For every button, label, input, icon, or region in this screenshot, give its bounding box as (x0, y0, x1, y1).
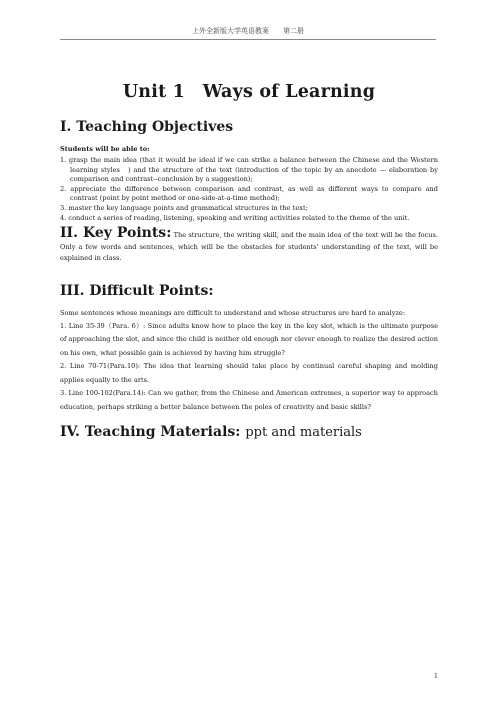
page-header: 上外全新版大学英语教案 第二册 (60, 26, 436, 40)
objectives-list (60, 156, 438, 223)
page-number: 1 (433, 672, 438, 680)
difficult-points-heading: III. Difficult Points: (60, 282, 214, 299)
document-body (60, 78, 438, 440)
key-points-text: The structure, the writing skill, and the main idea of the text will be the focus. Only a few words and sentences, which will be the obstacles for students' understanding of the text, will be explained in class. (60, 231, 439, 263)
objectives-heading: I. Teaching Objectives (60, 119, 234, 135)
difficult-points-intro: Some sentences whose meanings are difficult to understand and whose structures are hard to analyze: (60, 308, 406, 317)
difficult-point-item: 1. Line 35-39（Para. 6）: Since adults know how to place the key in the key slot, which is the ultimate purpose of approaching the slot, and since the child is neither old enough nor clever enough to realize the desired action on his own, what possible gain is achieved by having him struggle? (60, 322, 438, 357)
materials-heading: IV. Teaching Materials: (60, 423, 241, 440)
objective-item: 4. conduct a series of reading, listening, speaking and writing activities related to the theme of the unit. (60, 213, 410, 222)
key-points-paragraph (60, 225, 439, 265)
difficult-point-item: 2. Line 70-71(Para.10): The idea that learning should take place by continual careful shaping and molding applies equally to the arts. (60, 362, 438, 384)
difficult-point-item: 3. Line 100-102(Para.14): Can we gather, from the Chinese and American extremes, a superior way to approach education, perhaps striking a better balance between the poles of creativity and basic skills? (60, 389, 438, 411)
unit-title: Unit 1 Ways of Learning (122, 82, 376, 102)
materials-paragraph (60, 424, 438, 440)
objective-item: 2. appreciate the difference between comparison and contrast, as well as different ways to compare and contrast (point by point method or one-side-at-a-time method); (60, 184, 438, 203)
key-points-heading: II. Key Points: (60, 225, 172, 242)
objective-item: 1. grasp the main idea (that it would be ideal if we can strike a balance between the Chinese and the Western learning styles ) and the structure of the text (introduction of the topic by an anecdote — elaboration by comparison and contrast--conclusion by a suggestion); (60, 156, 438, 184)
materials-text: ppt and materials (245, 424, 362, 440)
objectives-lead: Students will be able to: (60, 145, 150, 153)
objective-item: 3. master the key language points and grammatical structures in the text; (60, 203, 308, 212)
